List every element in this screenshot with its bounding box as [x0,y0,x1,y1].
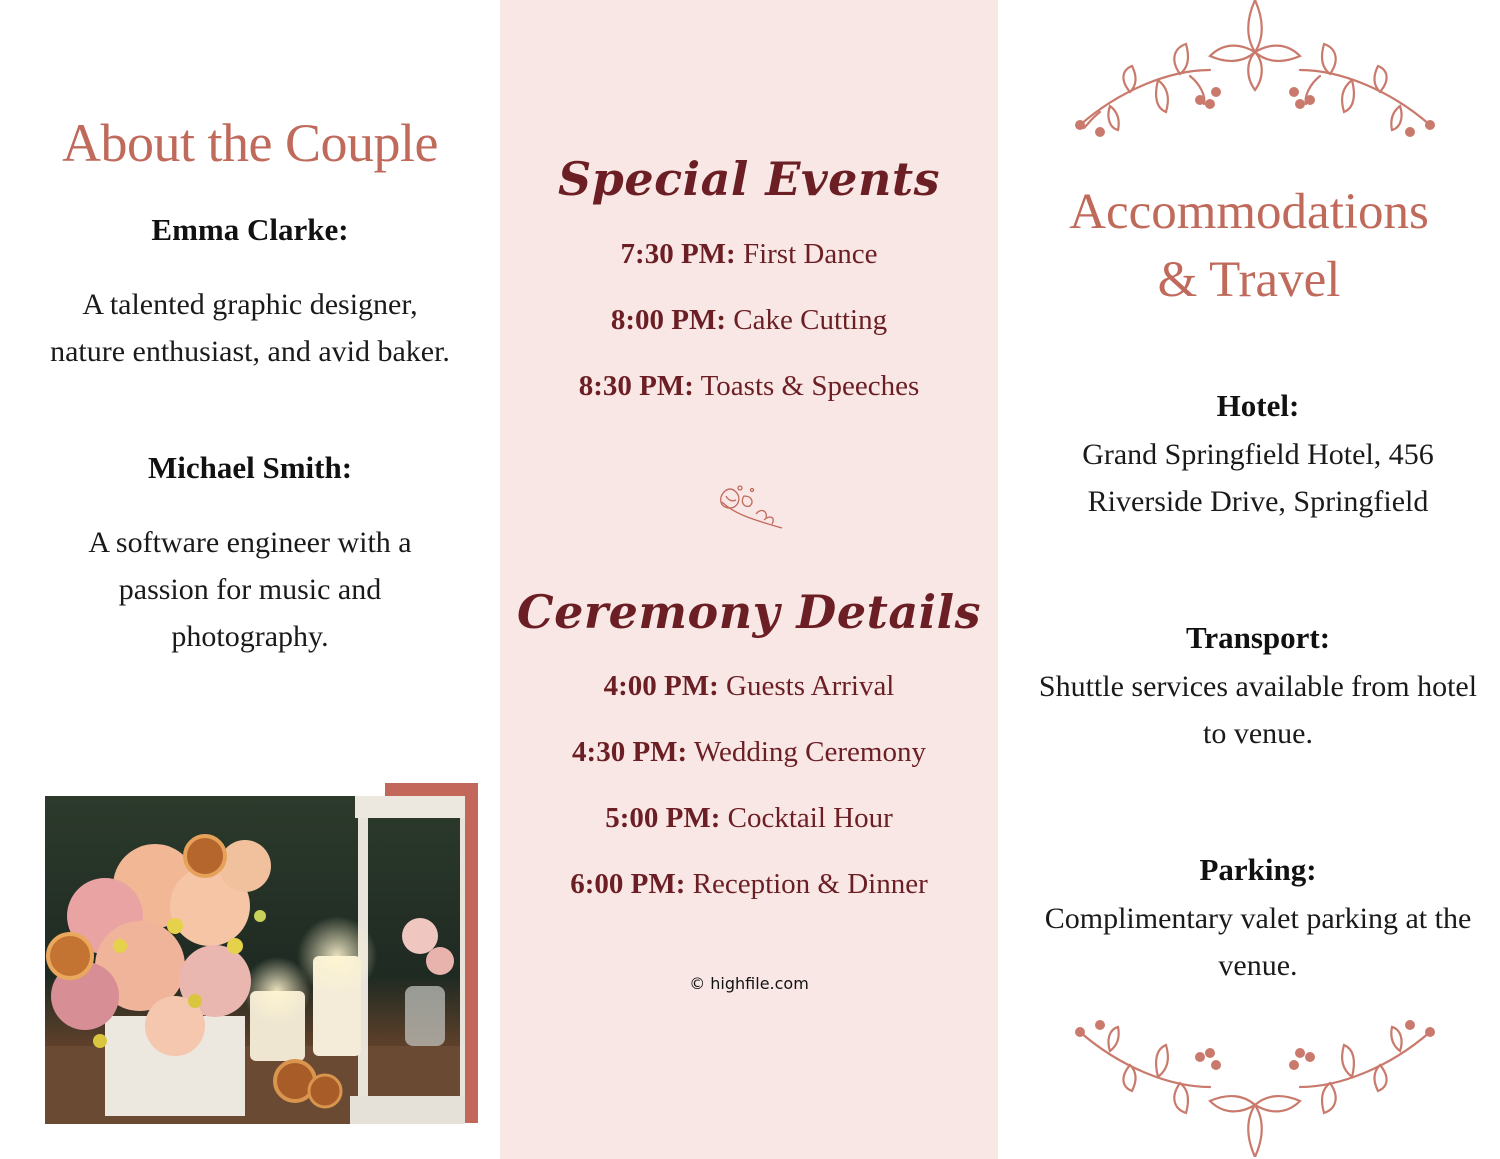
event-name: First Dance [742,238,878,270]
event-name: Cocktail Hour [727,802,893,834]
ceremony-item [500,802,998,835]
floral-wreath-top-icon [1070,0,1440,145]
accommodations-title [998,178,1500,314]
flower-sprig-icon [714,484,786,534]
person2-name: Michael Smith: [147,450,353,485]
special-events-title: Special Events [557,152,941,206]
special-event-item [500,370,998,403]
event-name: Wedding Ceremony [693,736,926,768]
event-time: 7:30 PM: [620,238,736,270]
special-event-item [500,238,998,271]
about-panel [0,0,500,1159]
about-title: About the Couple [62,113,438,173]
event-time: 6:00 PM: [570,868,686,900]
person1-bio: A talented graphic designer, nature enthusiast, and avid baker. [50,288,450,368]
hotel-text: Grand Springfield Hotel, 456 Riverside Drive, Springfield [1082,438,1434,518]
event-time: 8:00 PM: [610,304,727,336]
floral-wreath-bottom-icon [1070,1012,1440,1157]
event-time: 8:30 PM: [578,370,694,402]
event-name: Toasts & Speeches [700,370,920,402]
schedule-panel [500,0,998,1159]
person2-bio: A software engineer with a passion for music and photography. [88,526,412,653]
person1-name: Emma Clarke: [151,212,349,247]
special-event-item [500,304,998,337]
parking-label: Parking: [1199,852,1317,887]
ceremony-item [500,868,998,901]
event-time: 4:30 PM: [572,736,688,768]
bouquet-photo [45,796,465,1124]
transport-label: Transport: [1185,620,1331,655]
ceremony-title: Ceremony Details [517,585,981,639]
event-name: Guests Arrival [726,670,895,702]
event-name: Reception & Dinner [692,868,928,900]
ceremony-item [500,670,998,703]
event-name: Cake Cutting [733,304,888,336]
event-time: 5:00 PM: [605,802,721,834]
event-time: 4:00 PM: [603,670,719,702]
transport-text: Shuttle services available from hotel to venue. [1038,670,1478,750]
accommodations-panel [998,0,1500,1159]
copyright-text: © highfile.com [689,974,809,993]
parking-text: Complimentary valet parking at the venue. [1044,902,1472,982]
hotel-label: Hotel: [1216,388,1300,423]
accommodations-title-line1: Accommodations [1069,184,1429,240]
accommodations-title-line2: & Travel [1157,252,1341,308]
ceremony-item [500,736,998,769]
